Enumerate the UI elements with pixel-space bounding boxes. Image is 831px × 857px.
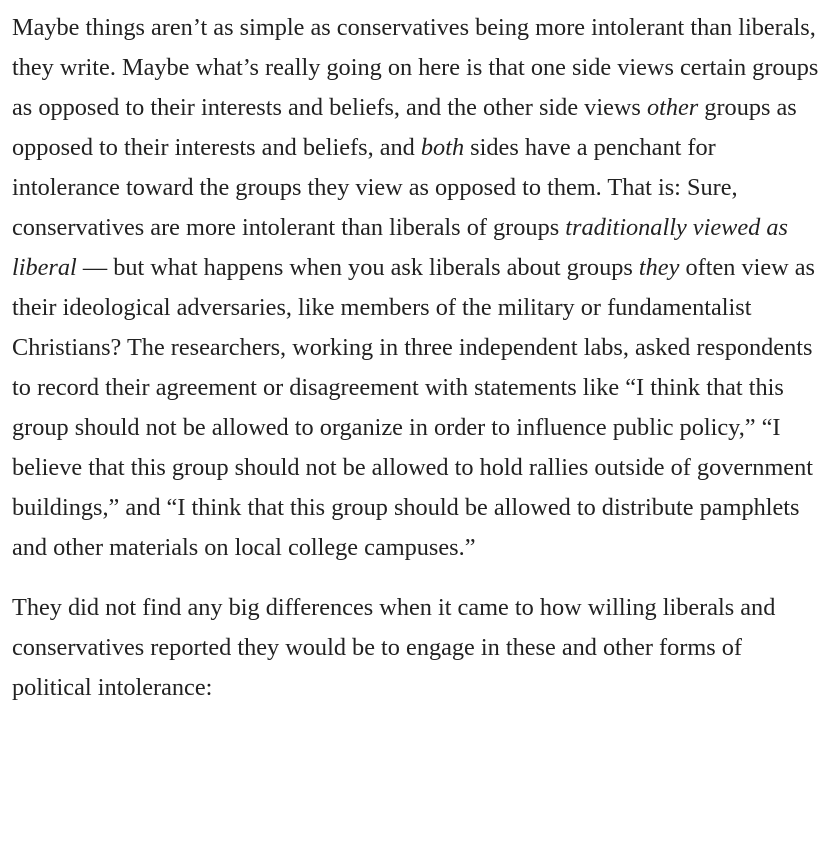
paragraph-1-text-4: — but what happens when you ask liberals about groups — [76, 254, 639, 281]
emphasis-both: both — [420, 134, 465, 161]
paragraph-1-text-1: Maybe things aren’t as simple as conservatives being more intolerant than liberals, they write. Maybe what’s really going on here is that one side views certain groups as opposed to their interests and beliefs, and the other side views — [12, 14, 819, 121]
emphasis-they: they — [638, 254, 680, 281]
emphasis-other: other — [646, 94, 699, 121]
paragraph-2: They did not find any big differences when it came to how willing liberals and conservatives reported they would be to engage in these and other forms of political intolerance: — [12, 594, 776, 701]
emphasis-traditionally-viewed-as-liberal: traditionally viewed as liberal — [12, 214, 788, 281]
article-body — [12, 8, 824, 708]
paragraph-1-text-5: often view as their ideological adversaries, like members of the military or fundamentalist Christians? The researchers, working in three independent labs, asked respondents to record their agreement or disagreement with statements like “I think that this group should not be allowed to organize in order to influence public policy,” “I believe that this group should not be allowed to hold rallies outside of government buildings,” and “I think that this group should be allowed to distribute pamphlets and other materials on local college campuses.” — [12, 254, 815, 561]
paragraph-1-text-2: groups as opposed to their interests and beliefs, and — [12, 94, 797, 161]
paragraph-1 — [12, 8, 824, 568]
paragraph-1-text-3: sides have a penchant for intolerance toward the groups they view as opposed to them. That is: Sure, conservatives are more intolerant than liberals of groups — [12, 134, 738, 241]
